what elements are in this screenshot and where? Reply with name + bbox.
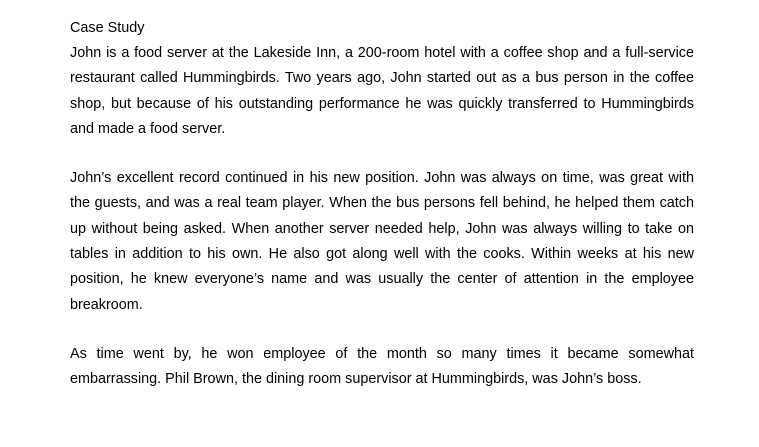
case-study-heading: Case Study [70,20,145,36]
paragraph-1: John is a food server at the Lakeside Inn, a 200-room hotel with a coffee shop and a full-service restaurant called Hummingbirds. Two years ago, John started out as a bus person in the coffee shop, but because of his outstanding performance he was quickly transferred to Hummingbirds and made a food server. [70,45,694,137]
paragraph-spacer [70,318,694,342]
paragraph-2: John’s excellent record continued in his new position. John was always on time, was great with the guests, and was a real team player. When the bus persons fell behind, he helped them catch up without being asked. When another server needed help, John was always willing to take on tables in addition to his own. He also got along well with the cooks. Within weeks at his new position, he knew everyone’s name and was usually the center of attention in the employee breakroom. [70,170,694,313]
paragraph-spacer [70,142,694,166]
document-page [70,16,694,393]
paragraph-3: As time went by, he won employee of the month so many times it became somewhat embarrassing. Phil Brown, the dining room supervisor at Hummingbirds, was John’s boss. [70,345,694,388]
